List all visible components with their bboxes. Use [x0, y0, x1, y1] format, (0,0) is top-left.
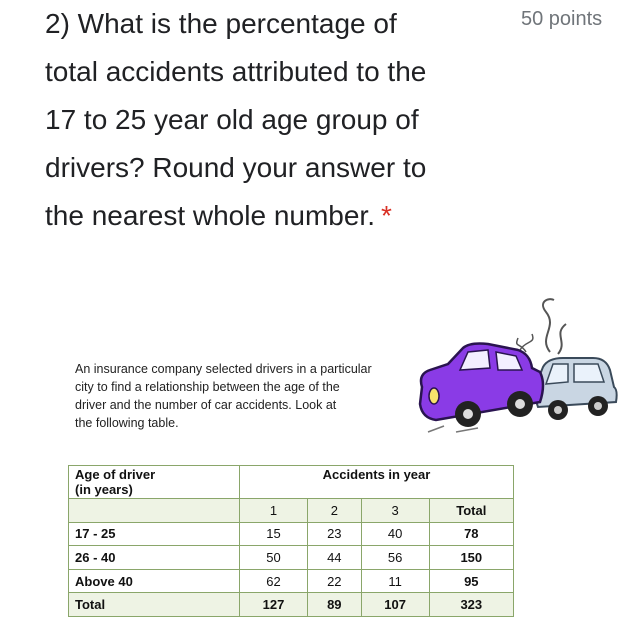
table-cell: 50: [240, 546, 308, 570]
required-asterisk: *: [380, 200, 392, 231]
table-cell: 323: [429, 593, 513, 617]
table-cell: 40: [361, 522, 429, 546]
table-cell: 56: [361, 546, 429, 570]
description-line: city to find a relationship between the age of the: [75, 380, 340, 394]
table-cell: 150: [429, 546, 513, 570]
accidents-table: [68, 465, 514, 617]
crashed-cars-icon: [408, 292, 628, 442]
question-line-text: the nearest whole number.: [45, 200, 375, 231]
table-header-row: [69, 466, 514, 499]
question-line: drivers? Round your answer to: [45, 152, 427, 183]
table-row: [69, 569, 514, 593]
table-cell: 44: [307, 546, 361, 570]
table-cell: 127: [240, 593, 308, 617]
age-header-line1: Age of driver: [75, 467, 156, 482]
accidents-header-cell: Accidents in year: [240, 466, 514, 499]
row-label: Above 40: [69, 569, 240, 593]
description-line: driver and the number of car accidents. Look at: [75, 398, 337, 412]
empty-cell: [69, 499, 240, 523]
column-header: 3: [361, 499, 429, 523]
table-cell: 23: [307, 522, 361, 546]
table-cell: 15: [240, 522, 308, 546]
question-title: [45, 0, 515, 240]
age-header-line2: (in years): [75, 482, 133, 497]
table-cell: 11: [361, 569, 429, 593]
description-line: the following table.: [75, 416, 179, 430]
table-cell: 89: [307, 593, 361, 617]
row-label: 17 - 25: [69, 522, 240, 546]
description-line: An insurance company selected drivers in a particular: [75, 362, 372, 376]
table-columns-row: [69, 499, 514, 523]
table-row: [69, 522, 514, 546]
question-line: [45, 192, 515, 240]
table-cell: 22: [307, 569, 361, 593]
table-cell: 62: [240, 569, 308, 593]
problem-description: [75, 360, 430, 432]
age-header-cell: [69, 466, 240, 499]
table-cell: 78: [429, 522, 513, 546]
table-cell: 107: [361, 593, 429, 617]
row-label: 26 - 40: [69, 546, 240, 570]
column-header: Total: [429, 499, 513, 523]
table-total-row: [69, 593, 514, 617]
table-row: [69, 546, 514, 570]
question-line: 2) What is the percentage of: [45, 8, 397, 39]
row-label: Total: [69, 593, 240, 617]
points-label: 50 points: [521, 8, 603, 30]
column-header: 1: [240, 499, 308, 523]
question-line: 17 to 25 year old age group of: [45, 104, 419, 135]
table-cell: 95: [429, 569, 513, 593]
column-header: 2: [307, 499, 361, 523]
question-line: total accidents attributed to the: [45, 56, 427, 87]
